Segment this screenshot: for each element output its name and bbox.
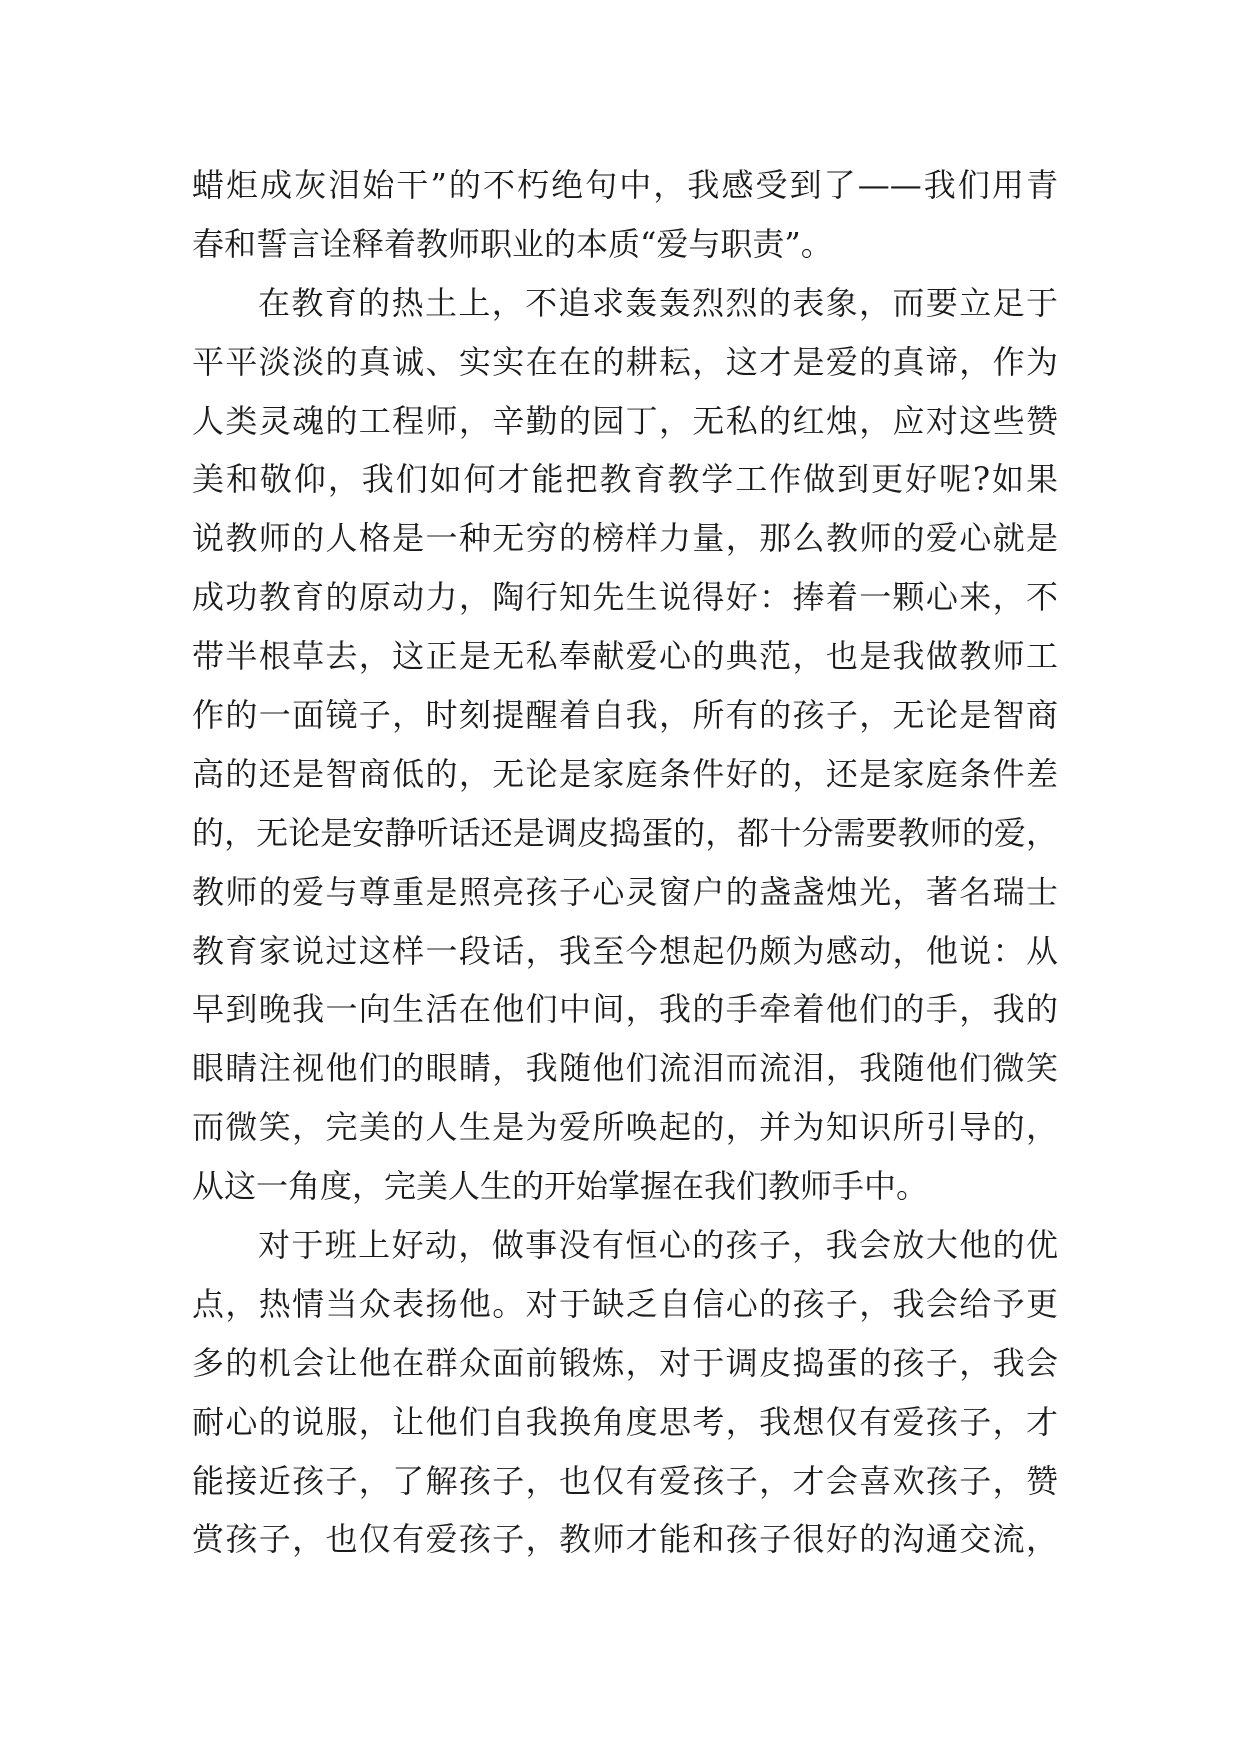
text-line: 教育家说过这样一段话，我至今想起仍颇为感动，他说：从 [192,931,1058,970]
text-line: 的，无论是安静听话还是调皮捣蛋的，都十分需要教师的爱， [192,813,1058,852]
text-line: 教师的爱与尊重是照亮孩子心灵窗户的盏盏烛光，著名瑞士 [192,872,1058,911]
text-line: 早到晚我一向生活在他们中间，我的手牵着他们的手，我的 [192,990,1058,1029]
text-line: 蜡炬成灰泪始干”的不朽绝句中，我感受到了——我们用青 [192,166,1058,204]
text-line: 成功教育的原动力，陶行知先生说得好：捧着一颗心来，不 [192,578,1058,617]
text-line: 高的还是智商低的，无论是家庭条件好的，还是家庭条件差 [192,754,1058,793]
text-line: 带半根草去，这正是无私奉献爱心的典范，也是我做教师工 [192,637,1058,676]
text-line: 点，热情当众表扬他。对于缺乏自信心的孩子，我会给予更 [192,1284,1058,1323]
text-line: 春和誓言诠释着教师职业的本质“爱与职责”。 [192,224,833,263]
text-line: 在教育的热土上，不追求轰轰烈烈的表象，而要立足于 [258,283,1058,322]
paragraph-caring-for-children [192,1216,1058,1569]
text-line: 而微笑，完美的人生是为爱所唤起的，并为知识所引导的， [192,1108,1058,1147]
text-line: 平平淡淡的真诚、实实在在的耕耘，这才是爱的真谛，作为 [192,342,1058,381]
text-line: 能接近孩子，了解孩子，也仅有爱孩子，才会喜欢孩子，赞 [192,1461,1058,1500]
text-line: 赏孩子，也仅有爱孩子，教师才能和孩子很好的沟通交流， [192,1520,1058,1559]
text-line: 眼睛注视他们的眼睛，我随他们流泪而流泪，我随他们微笑 [192,1049,1058,1088]
text-line: 说教师的人格是一种无穷的榜样力量，那么教师的爱心就是 [192,519,1058,558]
text-line: 耐心的说服，让他们自我换角度思考，我想仅有爱孩子，才 [192,1402,1058,1441]
document-body [192,156,1058,1569]
text-line: 作的一面镜子，时刻提醒着自我，所有的孩子，无论是智商 [192,696,1058,735]
paragraph-love-of-education [192,274,1058,1216]
text-line: 对于班上好动，做事没有恒心的孩子，我会放大他的优 [258,1226,1058,1265]
paragraph-continuation [192,156,1058,274]
text-line: 人类灵魂的工程师，辛勤的园丁，无私的红烛，应对这些赞 [192,401,1058,440]
text-line: 从这一角度，完美人生的开始掌握在我们教师手中。 [192,1167,929,1206]
text-line: 美和敬仰，我们如何才能把教育教学工作做到更好呢?如果 [192,460,1058,499]
text-line: 多的机会让他在群众面前锻炼，对于调皮捣蛋的孩子，我会 [192,1343,1058,1382]
